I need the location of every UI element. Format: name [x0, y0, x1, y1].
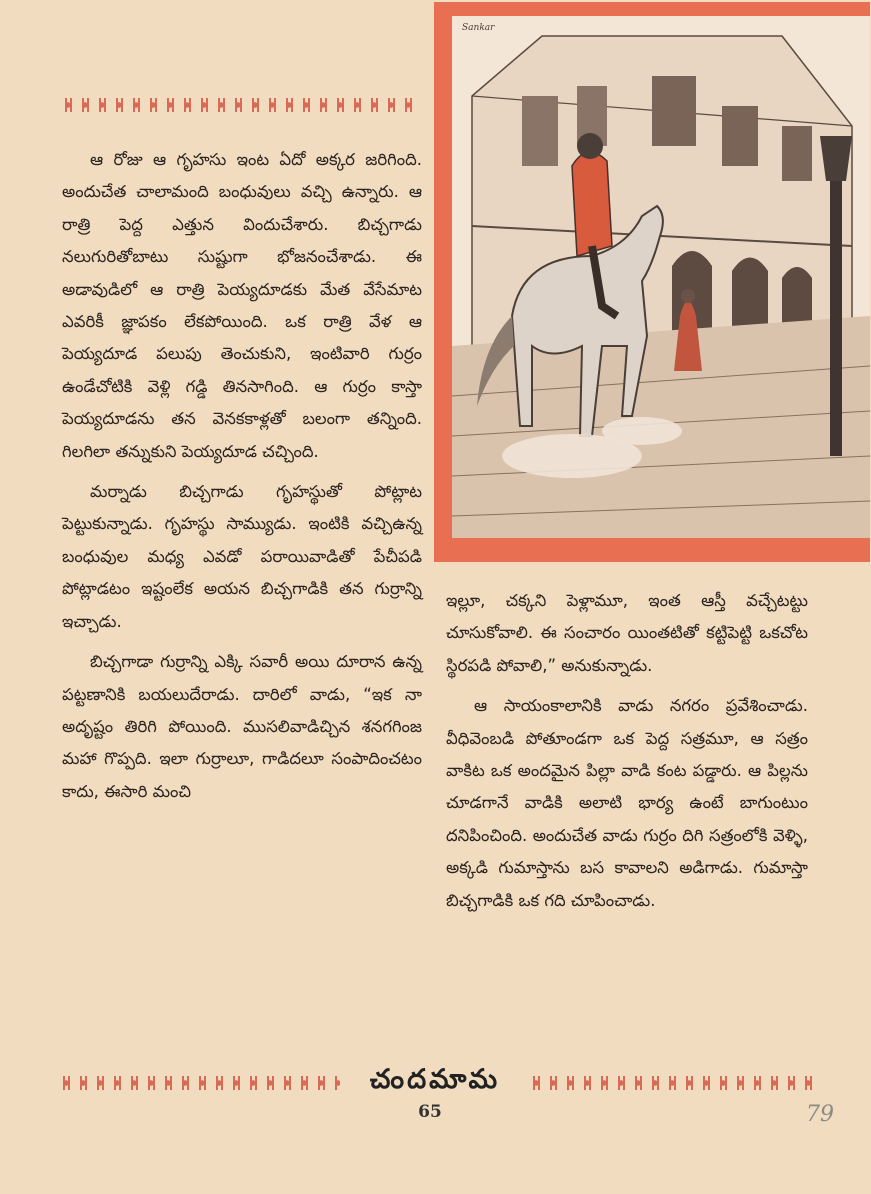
horse-rider-illustration: [452, 16, 870, 538]
artist-signature: Sankar: [462, 23, 495, 33]
story-paragraph: ఇల్లూ, చక్కని పెళ్లామూ, ఇంత ఆస్తీ వచ్చేటట్టు చూసుకోవాలి. ఈ సంచారం యింతటితో కట్టిపెట్టి ఒకచోట స్థిరపడి పోవాలి,” అనుకున్నాడు.: [446, 591, 808, 675]
story-column-right: [446, 585, 808, 925]
story-paragraph: మర్నాడు బిచ్చగాడు గృహస్థుతో పోట్లాట పెట్టుకున్నాడు. గృహస్థు సామ్యుడు. ఇంటికి వచ్చిఉన్న బంధువుల మధ్య ఎవడో పరాయివాడితో పేచీపడి పోట్లాడటం ఇష్టంలేక అయన బిచ్చగాడికి తన గుర్రాన్ని ఇచ్చాడు.: [62, 482, 422, 631]
story-column-left: [62, 144, 422, 816]
bottom-ornament-left: [58, 1076, 340, 1090]
bottom-ornament-right: [528, 1076, 812, 1090]
page-number: 65: [418, 1102, 442, 1122]
story-paragraph: ఆ సాయంకాలానికి వాడు నగరం ప్రవేశించాడు. వీధివెంబడి పోతూండగా ఒక పెద్ద సత్రమూ, ఆ సత్రం వాకిట ఒక అందమైన పిల్లా వాడి కంట పడ్డారు. ఆ పిల్లను చూడగానే వాడికి అలాటి భార్య ఉంటే బాగుంటుం దనిపించింది. అందుచేత వాడు గుర్రం దిగి సత్రంలోకి వెళ్ళి, అక్కడి గుమాస్తాను బస కావాలని అడిగాడు. గుమాస్తా బిచ్చగాడికి ఒక గది చూపించాడు.: [446, 696, 808, 910]
story-paragraph: బిచ్చగాడా గుర్రాన్ని ఎక్కి సవారీ అయి దూరాన ఉన్న పట్టణానికి బయలుదేరాడు. దారిలో వాడు, “ఇక నా అదృష్టం తిరిగి పోయింది. ముసలివాడిచ్చిన శనగగింజ మహా గొప్పది. ఇలా గుర్రాలూ, గాడిదలూ సంపాదించటం కాదు, ఈసారి మంచి: [62, 652, 422, 801]
top-ornament-border: [60, 98, 420, 112]
magazine-title: చందమామ: [369, 1064, 501, 1095]
handwritten-page-number: 79: [806, 1102, 834, 1127]
story-illustration: [434, 2, 870, 562]
story-paragraph: ఆ రోజు ఆ గృహసు ఇంట ఏదో అక్కర జరిగింది. అందుచేత చాలామంది బంధువులు వచ్చి ఉన్నారు. ఆ రాత్రి పెద్ద ఎత్తున విందుచేశారు. బిచ్చగాడు నలుగురితోబాటు సుష్టుగా భోజనంచేశాడు. ఈ అడావుడిలో ఆ రాత్రి పెయ్యదూడకు మేత వేసేమాట ఎవరికీ జ్ఞాపకం లేకపోయింది. ఒక రాత్రి వేళ ఆ పెయ్యదూడ పలుపు తెంచుకుని, ఇంటివారి గుర్రం ఉండేచోటికి వెళ్లి గడ్డి తినసాగింది. ఆ గుర్రం కాస్తా పెయ్యదూడను తన వెనకకాళ్లతో బలంగా తన్నింది. గిలగిలా తన్నుకుని పెయ్యదూడ చచ్చింది.: [62, 150, 422, 461]
